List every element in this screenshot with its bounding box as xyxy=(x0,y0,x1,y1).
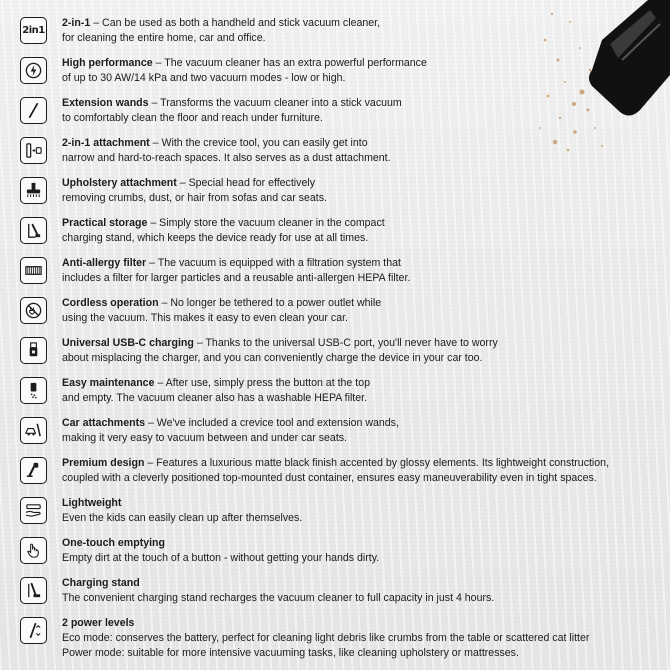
feature-desc-line2: and empty. The vacuum cleaner also has a washable HEPA filter. xyxy=(62,391,368,404)
feature-premium-design xyxy=(20,456,670,492)
feature-desc-line2: for cleaning the entire home, car and office. xyxy=(62,31,266,44)
feature-desc-line1: – Can be used as both a handheld and stick vacuum cleaner, xyxy=(90,17,381,29)
feature-desc-line1: – Features a luxurious matte black finish accented by glossy elements. Its lightweight construction, xyxy=(144,457,610,469)
feature-2in1-attachment xyxy=(20,136,670,172)
feature-desc-line2: Eco mode: conserves the battery, perfect for cleaning light debris like crumbs from the table or scattered cat litter xyxy=(62,631,590,644)
feature-desc-line1: – With the crevice tool, you can easily get into xyxy=(149,137,368,149)
extension-wand-icon xyxy=(20,97,47,124)
power-icon xyxy=(20,57,47,84)
empty-bin-icon xyxy=(20,377,47,404)
feature-2in1 xyxy=(20,16,670,52)
feature-easy-maintenance xyxy=(20,376,670,412)
feature-desc-line2: narrow and hard-to-reach spaces. It also serves as a dust attachment. xyxy=(62,151,391,164)
feature-desc-line2: includes a filter for larger particles and a reusable anti-allergen HEPA filter. xyxy=(62,271,411,284)
feature-lightweight xyxy=(20,496,670,532)
feature-text xyxy=(62,176,662,206)
2in1-icon xyxy=(20,17,47,44)
feature-anti-allergy-filter xyxy=(20,256,670,292)
no-plug-icon xyxy=(20,297,47,324)
feature-car-attachments xyxy=(20,416,670,452)
feature-desc-line2: to comfortably clean the floor and reach under furniture. xyxy=(62,111,323,124)
feature-desc-line1: – Special head for effectively xyxy=(176,177,315,189)
feature-desc-line2: Empty dirt at the touch of a button - without getting your hands dirty. xyxy=(62,551,380,564)
feature-title: Charging stand xyxy=(62,577,140,589)
feature-desc-line2: The convenient charging stand recharges the vacuum cleaner to full capacity in just 4 hours. xyxy=(62,591,495,604)
feature-title: 2-in-1 attachment xyxy=(62,137,150,149)
feature-desc-line2: charging stand, which keeps the device ready for use at all times. xyxy=(62,231,369,244)
feature-title: Cordless operation xyxy=(62,297,159,309)
feature-title: Upholstery attachment xyxy=(62,177,177,189)
feature-desc-line1: – The vacuum is equipped with a filtration system that xyxy=(146,257,401,269)
feature-text xyxy=(62,576,662,606)
feature-desc-line2: removing crumbs, dust, or hair from sofas and car seats. xyxy=(62,191,327,204)
feature-upholstery-attachment xyxy=(20,176,670,212)
2in1-icon-label: 2in1 xyxy=(22,25,45,36)
feature-desc-line2: coupled with a cleverly positioned top-mounted dust container, ensures easy maneuverability even in tight spaces. xyxy=(62,471,597,484)
feature-desc-line2: making it very easy to vacuum between and under car seats. xyxy=(62,431,348,444)
feature-text xyxy=(62,456,662,486)
feature-title: Premium design xyxy=(62,457,145,469)
feature-text xyxy=(62,96,662,126)
feature-text xyxy=(62,496,662,526)
feature-desc-line2: about misplacing the charger, and you can conveniently charge the device in your car too. xyxy=(62,351,483,364)
feature-desc-line1: – No longer be tethered to a power outlet while xyxy=(158,297,382,309)
feature-title: 2-in-1 xyxy=(62,17,91,29)
feature-text xyxy=(62,136,662,166)
feature-charging-stand xyxy=(20,576,670,612)
feature-title: Practical storage xyxy=(62,217,148,229)
charging-stand-icon xyxy=(20,577,47,604)
feature-title: Universal USB-C charging xyxy=(62,337,194,349)
feature-desc-line2: of up to 30 AW/14 kPa and two vacuum modes - low or high. xyxy=(62,71,346,84)
feature-title: 2 power levels xyxy=(62,617,135,629)
feature-usb-c-charging xyxy=(20,336,670,372)
feature-text xyxy=(62,376,662,406)
feature-text xyxy=(62,216,662,246)
feature-text xyxy=(62,616,662,660)
feature-desc-line1: – The vacuum cleaner has an extra powerful performance xyxy=(152,57,427,69)
feature-desc-line3: Power mode: suitable for more intensive vacuuming tasks, like cleaning upholstery or mattresses. xyxy=(62,646,519,659)
feature-text xyxy=(62,296,662,326)
vacuum-design-icon xyxy=(20,457,47,484)
storage-stand-icon xyxy=(20,217,47,244)
feature-title: High performance xyxy=(62,57,153,69)
feature-desc-line1: – Simply store the vacuum cleaner in the compact xyxy=(147,217,385,229)
feature-title: Extension wands xyxy=(62,97,149,109)
feature-text xyxy=(62,256,662,286)
feature-cordless-operation xyxy=(20,296,670,332)
feature-desc-line1: – After use, simply press the button at the top xyxy=(154,377,370,389)
power-levels-icon xyxy=(20,617,47,644)
feature-desc-line1: – Transforms the vacuum cleaner into a stick vacuum xyxy=(148,97,402,109)
feature-desc-line2: using the vacuum. This makes it easy to even clean your car. xyxy=(62,311,348,324)
feature-desc-line1: – We've included a crevice tool and extension wands, xyxy=(145,417,399,429)
usb-c-icon xyxy=(20,337,47,364)
feature-2-power-levels xyxy=(20,616,670,659)
feature-title: One-touch emptying xyxy=(62,537,165,549)
feature-text xyxy=(62,536,662,566)
feature-title: Anti-allergy filter xyxy=(62,257,147,269)
feature-desc-line2: Even the kids can easily clean up after themselves. xyxy=(62,511,303,524)
hand-lightweight-icon xyxy=(20,497,47,524)
feature-desc-line1: – Thanks to the universal USB-C port, you'll never have to worry xyxy=(193,337,498,349)
feature-one-touch-emptying xyxy=(20,536,670,572)
feature-text xyxy=(62,336,662,366)
feature-high-performance xyxy=(20,56,670,92)
feature-text xyxy=(62,16,662,46)
filter-icon xyxy=(20,257,47,284)
feature-text xyxy=(62,416,662,446)
feature-text xyxy=(62,56,662,86)
feature-title: Easy maintenance xyxy=(62,377,155,389)
upholstery-brush-icon xyxy=(20,177,47,204)
car-icon xyxy=(20,417,47,444)
crevice-tool-icon xyxy=(20,137,47,164)
feature-extension-wands xyxy=(20,96,670,132)
feature-title: Car attachments xyxy=(62,417,146,429)
touch-icon xyxy=(20,537,47,564)
feature-practical-storage xyxy=(20,216,670,252)
feature-title: Lightweight xyxy=(62,497,122,509)
